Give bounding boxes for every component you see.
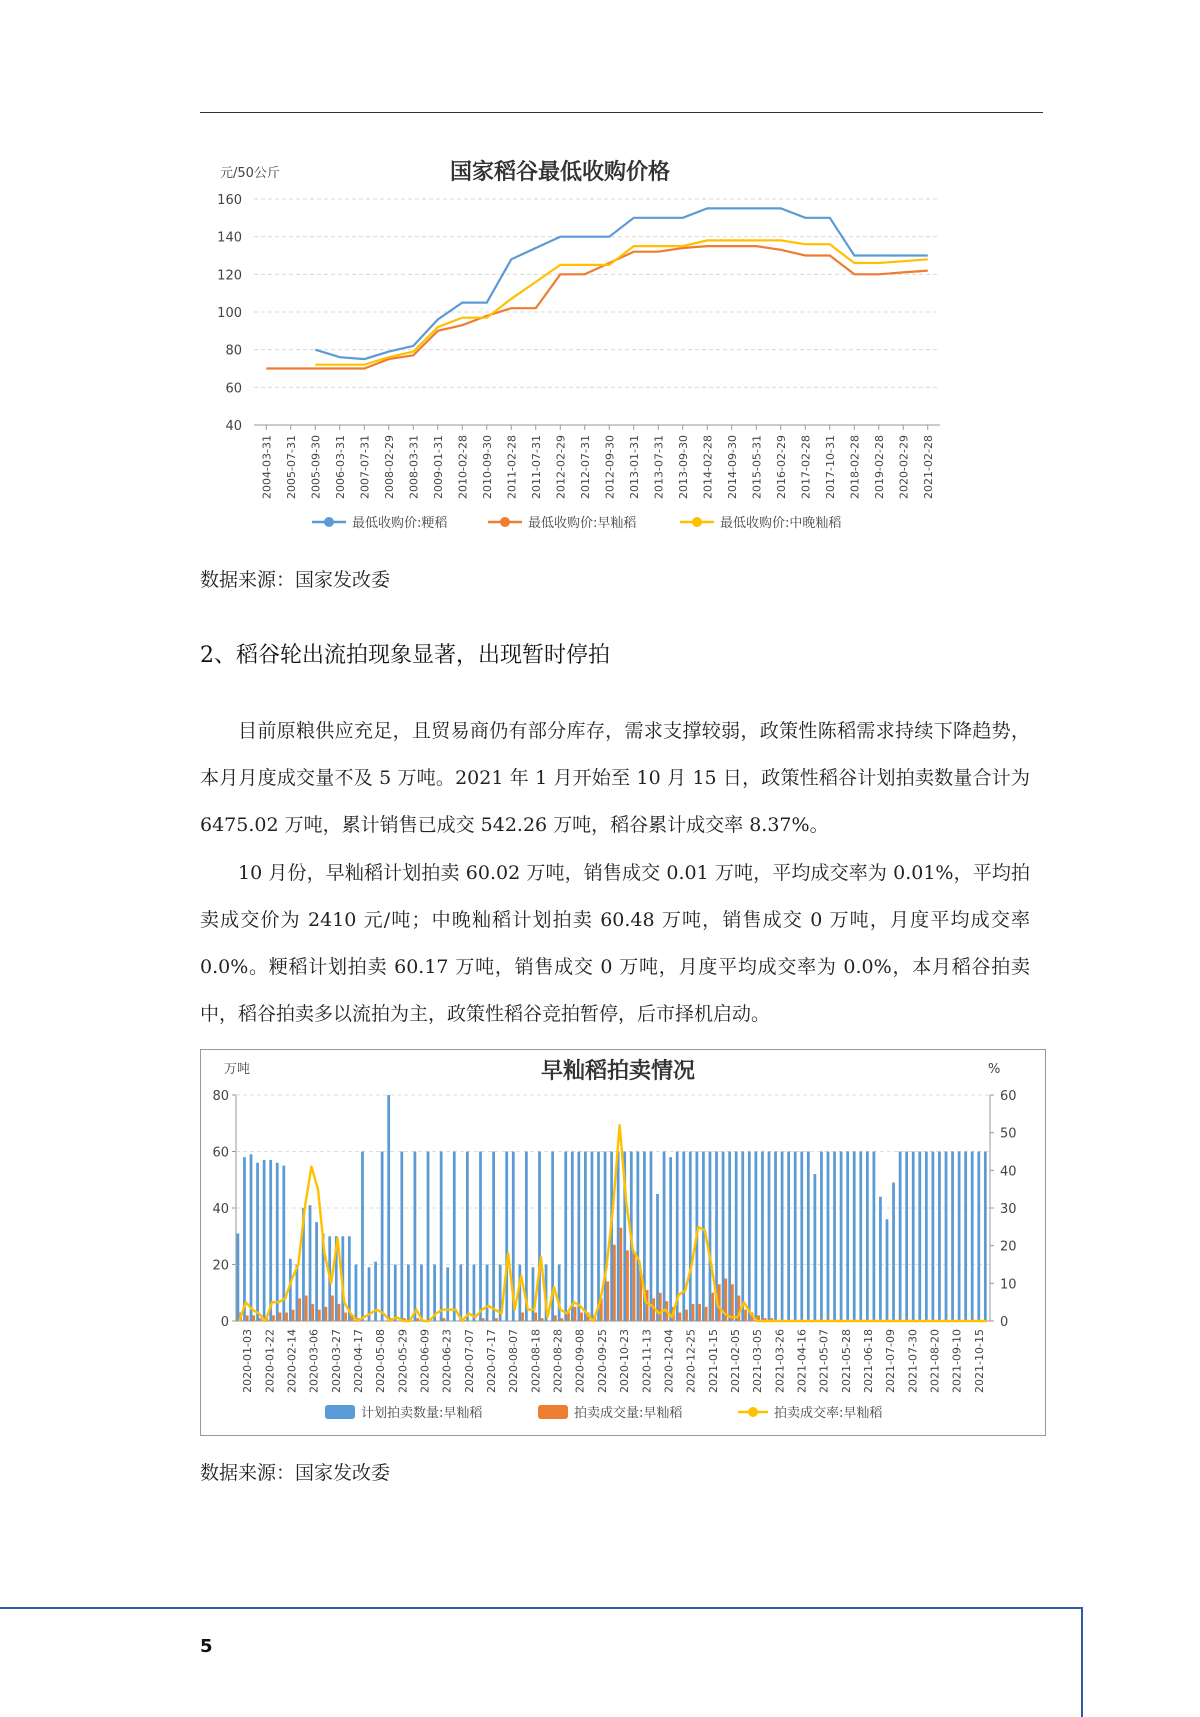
chart2-bar-planned <box>925 1152 928 1322</box>
chart2-legend-label: 拍卖成交率:早籼稻 <box>774 1406 883 1421</box>
chart2-legend-marker <box>748 1407 758 1417</box>
chart2-bar-deal <box>744 1310 747 1321</box>
min-purchase-price-chart <box>200 150 1050 545</box>
chart2-bar-planned <box>827 1152 830 1322</box>
chart2-x-tick-label: 2021-03-05 <box>751 1329 765 1393</box>
chart2-bar-deal <box>646 1290 649 1321</box>
early-indica-auction-chart <box>200 1049 1046 1436</box>
chart2-bar-planned <box>479 1152 482 1322</box>
chart2-bar-planned <box>243 1157 246 1321</box>
chart2-x-tick-label: 2021-07-30 <box>906 1329 920 1393</box>
chart1-x-tick-label: 2012-07-31 <box>578 435 592 499</box>
paragraph-1: 目前原粮供应充足，且贸易商仍有部分库存，需求支撑较弱，政策性陈稻需求持续下降趋势，本月月度成交量不及 5 万吨。2021 年 1 月开始至 10 月 15 日，政策性稻谷计划拍卖数量合计为 6475.02 万吨，累计销售已成交 542.26 万吨，稻谷累计成交率 8.37%。 <box>200 720 1030 836</box>
chart2-x-tick-label: 2020-08-18 <box>529 1329 543 1393</box>
chart2-bar-planned <box>912 1152 915 1322</box>
chart2-bar-planned <box>682 1152 685 1322</box>
chart2-bar-deal <box>246 1315 249 1321</box>
chart2-bar-planned <box>420 1265 423 1322</box>
chart2-bar-planned <box>945 1152 948 1322</box>
chart1-legend-label: 最低收购价:早籼稻 <box>528 516 637 531</box>
chart2-bar-deal <box>279 1313 282 1321</box>
chart2-bar-deal <box>298 1298 301 1321</box>
chart1-x-tick-label: 2015-05-31 <box>750 435 764 499</box>
chart2-bar-planned <box>505 1152 508 1322</box>
chart1-x-tick-label: 2013-09-30 <box>676 435 690 499</box>
chart2-bar-planned <box>689 1152 692 1322</box>
chart2-bar-deal <box>574 1307 577 1321</box>
chart2-bar-planned <box>728 1152 731 1322</box>
chart2-bar-deal <box>495 1318 498 1321</box>
chart2-bar-deal <box>554 1315 557 1321</box>
chart2-bar-planned <box>971 1152 974 1322</box>
chart2-x-tick-label: 2020-06-09 <box>418 1329 432 1393</box>
chart1-y-tick-label: 60 <box>225 381 242 397</box>
chart2-bar-planned <box>237 1233 240 1321</box>
chart2-bar-deal <box>705 1307 708 1321</box>
chart2-x-tick-label: 2021-08-20 <box>928 1329 942 1393</box>
chart2-y2-unit: % <box>988 1062 1001 1077</box>
chart2-bar-deal <box>344 1313 347 1321</box>
chart2-y-tick-label: 60 <box>212 1145 229 1161</box>
chart2-bar-deal <box>534 1313 537 1321</box>
chart1-legend-marker <box>692 517 702 527</box>
chart2-bar-deal <box>685 1310 688 1321</box>
chart2-bar-planned <box>466 1152 469 1322</box>
chart1-y-tick-label: 40 <box>225 419 242 434</box>
chart1-x-tick-label: 2011-02-28 <box>505 435 519 499</box>
data-source-1: 数据来源：国家发改委 <box>200 569 391 591</box>
chart2-bar-planned <box>820 1152 823 1322</box>
chart2-x-tick-label: 2021-06-18 <box>862 1329 876 1393</box>
chart2-bar-planned <box>774 1152 777 1322</box>
chart2-bar-planned <box>853 1152 856 1322</box>
chart2-bar-planned <box>722 1152 725 1322</box>
chart2-bar-planned <box>905 1152 908 1322</box>
chart1-y-tick-label: 140 <box>217 230 242 246</box>
chart2-bar-deal <box>606 1281 609 1321</box>
chart2-bar-planned <box>250 1154 253 1321</box>
chart2-bar-planned <box>473 1265 476 1322</box>
chart2-bar-planned <box>800 1152 803 1322</box>
chart1-x-tick-label: 2005-09-30 <box>309 435 323 499</box>
chart2-bar-planned <box>387 1095 390 1321</box>
chart2-bar-planned <box>873 1152 876 1322</box>
page-number: 5 <box>200 1636 213 1657</box>
chart2-x-tick-label: 2021-04-16 <box>795 1329 809 1393</box>
chart2-x-tick-label: 2021-05-28 <box>839 1329 853 1393</box>
chart2-bar-planned <box>538 1152 541 1322</box>
chart2-bar-deal <box>731 1284 734 1321</box>
chart1-x-tick-label: 2010-09-30 <box>480 435 494 499</box>
chart2-x-tick-label: 2020-05-29 <box>396 1329 410 1393</box>
chart2-bar-planned <box>440 1152 443 1322</box>
chart2-bar-planned <box>571 1152 574 1322</box>
chart2-bar-planned <box>735 1152 738 1322</box>
chart2-bar-planned <box>558 1265 561 1322</box>
section-heading: 2、稻谷轮出流拍现象显著，出现暂时停拍 <box>200 643 610 668</box>
chart2-bar-planned <box>859 1152 862 1322</box>
chart1-x-tick-label: 2013-07-31 <box>652 435 666 499</box>
chart1-legend-label: 最低收购价:中晚籼稻 <box>720 516 842 531</box>
chart1-x-tick-label: 2017-10-31 <box>823 435 837 499</box>
chart2-bar-planned <box>577 1152 580 1322</box>
chart1-x-tick-label: 2012-09-30 <box>603 435 617 499</box>
chart2-legend-swatch <box>538 1405 568 1419</box>
chart2-bar-planned <box>591 1152 594 1322</box>
chart2-bar-planned <box>394 1265 397 1322</box>
chart2-x-tick-label: 2020-08-28 <box>551 1329 565 1393</box>
chart2-bar-deal <box>659 1293 662 1321</box>
chart2-x-tick-label: 2020-06-23 <box>440 1329 454 1393</box>
chart1-x-tick-label: 2008-02-29 <box>382 435 396 499</box>
chart2-bar-deal <box>633 1253 636 1321</box>
paragraph-2: 10 月份，早籼稻计划拍卖 60.02 万吨，销售成交 0.01 万吨，平均成交率为 0.01%，平均拍卖成交价为 2410 元/吨；中晚籼稻计划拍卖 60.48 万吨，销售成交 0 万吨，月度平均成交率 0.0%。粳稻计划拍卖 60.17 万吨，销售成交 0 万吨，月度平均成交率为 0.0%，本月稻谷拍卖中，稻谷拍卖多以流拍为主，政策性稻谷竞拍暂停，后市择机启动。 <box>200 862 1030 1025</box>
chart2-bar-deal <box>285 1313 288 1321</box>
chart2-bar-deal <box>252 1315 255 1321</box>
chart1-x-tick-label: 2020-02-29 <box>897 435 911 499</box>
chart2-bar-planned <box>604 1152 607 1322</box>
chart1-x-tick-label: 2021-02-28 <box>921 435 935 499</box>
chart1-legend-label: 最低收购价:粳稻 <box>352 516 448 531</box>
chart1-x-tick-label: 2006-03-31 <box>333 435 347 499</box>
chart2-x-tick-label: 2021-01-15 <box>706 1329 720 1393</box>
chart2-bar-planned <box>741 1152 744 1322</box>
chart2-x-tick-label: 2020-10-23 <box>618 1329 632 1393</box>
data-source-2: 数据来源：国家发改委 <box>200 1462 391 1484</box>
chart1-x-tick-label: 2011-07-31 <box>529 435 543 499</box>
chart2-x-tick-label: 2021-09-10 <box>950 1329 964 1393</box>
chart2-x-tick-label: 2020-12-04 <box>662 1329 676 1393</box>
chart2-bar-planned <box>564 1152 567 1322</box>
chart2-bar-deal <box>626 1250 629 1321</box>
chart2-legend-label: 拍卖成交量:早籼稻 <box>574 1406 683 1421</box>
chart2-bar-deal <box>338 1304 341 1321</box>
chart1-x-tick-label: 2014-09-30 <box>725 435 739 499</box>
chart2-bar-deal <box>331 1296 334 1321</box>
chart2-bar-planned <box>669 1157 672 1321</box>
chart2-bar-deal <box>482 1318 485 1321</box>
chart2-bar-planned <box>407 1265 410 1322</box>
chart2-x-tick-label: 2020-07-07 <box>462 1329 476 1393</box>
chart2-x-tick-label: 2021-10-15 <box>972 1329 986 1393</box>
chart2-bar-planned <box>597 1152 600 1322</box>
chart1-y-tick-label: 160 <box>217 193 242 208</box>
chart2-bar-planned <box>768 1152 771 1322</box>
chart2-bar-deal <box>580 1313 583 1321</box>
chart2-bar-planned <box>459 1265 462 1322</box>
chart2-bar-deal <box>711 1293 714 1321</box>
chart1-x-tick-label: 2017-02-28 <box>799 435 813 499</box>
chart2-bar-deal <box>692 1304 695 1321</box>
chart1-x-tick-label: 2008-03-31 <box>407 435 421 499</box>
chart2-bar-planned <box>486 1265 489 1322</box>
chart2-bar-planned <box>899 1152 902 1322</box>
chart2-bar-deal <box>292 1310 295 1321</box>
chart2-bar-planned <box>977 1152 980 1322</box>
chart2-bar-planned <box>984 1152 987 1322</box>
chart2-x-tick-label: 2021-02-05 <box>728 1329 742 1393</box>
chart2-x-tick-label: 2020-01-22 <box>263 1329 277 1393</box>
chart1-x-tick-label: 2019-02-28 <box>872 435 886 499</box>
chart2-bar-planned <box>958 1152 961 1322</box>
chart2-bar-planned <box>918 1152 921 1322</box>
chart2-x-tick-label: 2020-09-08 <box>573 1329 587 1393</box>
chart2-bar-planned <box>761 1152 764 1322</box>
chart1-x-tick-label: 2010-02-28 <box>456 435 470 499</box>
chart1-y-unit: 元/50公斤 <box>220 166 280 181</box>
chart2-bar-deal <box>311 1304 314 1321</box>
chart2-y2-tick-label: 10 <box>1000 1277 1017 1293</box>
chart2-bar-planned <box>355 1265 358 1322</box>
chart2-bar-deal <box>318 1310 321 1321</box>
chart2-bar-planned <box>414 1152 417 1322</box>
chart2-x-tick-label: 2020-04-17 <box>351 1329 365 1393</box>
chart2-bar-deal <box>521 1313 524 1321</box>
chart1-x-tick-label: 2005-07-31 <box>284 435 298 499</box>
chart2-bar-planned <box>617 1152 620 1322</box>
chart2-bar-planned <box>256 1163 259 1321</box>
chart2-bar-planned <box>748 1152 751 1322</box>
chart2-bar-planned <box>964 1152 967 1322</box>
chart2-bar-planned <box>938 1152 941 1322</box>
chart1-x-tick-label: 2004-03-31 <box>260 435 274 499</box>
chart2-bar-planned <box>663 1152 666 1322</box>
chart1-x-tick-label: 2007-07-31 <box>358 435 372 499</box>
chart2-bar-planned <box>400 1152 403 1322</box>
chart2-bar-planned <box>702 1152 705 1322</box>
chart2-y-tick-label: 20 <box>212 1258 229 1274</box>
chart2-bar-planned <box>309 1205 312 1321</box>
chart2-bar-planned <box>656 1194 659 1321</box>
chart2-bar-planned <box>427 1152 430 1322</box>
chart2-bar-deal <box>679 1313 682 1321</box>
chart2-bar-planned <box>263 1160 266 1321</box>
chart2-bar-deal <box>698 1304 701 1321</box>
chart1-x-tick-label: 2013-01-31 <box>627 435 641 499</box>
chart2-bar-deal <box>272 1315 275 1321</box>
chart2-bar-planned <box>584 1152 587 1322</box>
chart1-y-tick-label: 80 <box>225 343 242 359</box>
chart2-bar-planned <box>879 1197 882 1321</box>
chart2-x-tick-label: 2020-08-07 <box>507 1329 521 1393</box>
chart2-y2-tick-label: 40 <box>1000 1164 1017 1180</box>
chart2-bar-planned <box>361 1152 364 1322</box>
chart2-bar-planned <box>892 1183 895 1321</box>
chart2-bar-deal <box>541 1318 544 1321</box>
chart2-legend-label: 计划拍卖数量:早籼稻 <box>361 1406 483 1421</box>
chart2-x-tick-label: 2020-01-03 <box>241 1329 255 1393</box>
chart2-bar-deal <box>443 1318 446 1321</box>
chart2-y2-tick-label: 50 <box>1000 1126 1017 1142</box>
chart2-y2-tick-label: 0 <box>1000 1315 1009 1330</box>
chart2-bar-deal <box>259 1318 262 1321</box>
chart1-x-tick-label: 2012-02-29 <box>554 435 568 499</box>
chart2-bar-planned <box>781 1152 784 1322</box>
chart2-x-tick-label: 2021-03-26 <box>773 1329 787 1393</box>
chart2-bar-planned <box>650 1152 653 1322</box>
chart1-y-tick-label: 120 <box>217 268 242 284</box>
chart2-y-tick-label: 80 <box>212 1089 229 1104</box>
chart2-bar-planned <box>807 1152 810 1322</box>
chart2-x-tick-label: 2020-11-13 <box>640 1329 654 1393</box>
chart2-bar-deal <box>305 1296 308 1321</box>
chart1-x-tick-label: 2009-01-31 <box>431 435 445 499</box>
chart2-y2-tick-label: 30 <box>1000 1202 1017 1217</box>
chart2-bar-planned <box>814 1174 817 1321</box>
chart2-y-tick-label: 40 <box>212 1202 229 1217</box>
chart1-title: 国家稻谷最低收购价格 <box>449 160 671 185</box>
chart2-bar-planned <box>276 1163 279 1321</box>
chart2-title: 早籼稻拍卖情况 <box>540 1059 696 1084</box>
chart2-bar-deal <box>613 1245 616 1321</box>
chart2-bar-planned <box>532 1267 535 1321</box>
chart2-bar-deal <box>416 1318 419 1321</box>
chart2-y-tick-label: 0 <box>220 1315 229 1330</box>
chart2-x-tick-label: 2020-12-25 <box>684 1329 698 1393</box>
chart1-series-line-0 <box>315 208 928 359</box>
chart2-bar-planned <box>833 1152 836 1322</box>
chart2-bar-planned <box>636 1152 639 1322</box>
chart2-y2-tick-label: 60 <box>1000 1089 1017 1104</box>
chart1-x-tick-label: 2016-02-29 <box>774 435 788 499</box>
chart2-bar-planned <box>840 1152 843 1322</box>
chart2-bar-planned <box>315 1222 318 1321</box>
chart2-bar-planned <box>296 1265 299 1322</box>
chart2-bar-planned <box>951 1152 954 1322</box>
chart2-bar-planned <box>453 1152 456 1322</box>
chart1-legend-marker <box>500 517 510 527</box>
chart1-x-tick-label: 2018-02-28 <box>848 435 862 499</box>
chart2-bar-planned <box>932 1152 935 1322</box>
chart2-bar-planned <box>446 1267 449 1321</box>
chart1-x-tick-label: 2014-02-28 <box>701 435 715 499</box>
chart2-y-unit: 万吨 <box>224 1062 251 1077</box>
chart2-x-tick-label: 2020-05-08 <box>374 1329 388 1393</box>
chart2-legend-swatch <box>325 1405 355 1419</box>
chart2-bar-planned <box>787 1152 790 1322</box>
chart2-x-tick-label: 2020-07-17 <box>485 1329 499 1393</box>
chart2-x-tick-label: 2020-03-06 <box>307 1329 321 1393</box>
chart2-x-tick-label: 2021-05-07 <box>817 1329 831 1393</box>
chart2-bar-planned <box>269 1160 272 1321</box>
chart2-bar-deal <box>620 1228 623 1321</box>
chart2-bar-planned <box>886 1219 889 1321</box>
chart2-bar-planned <box>381 1152 384 1322</box>
chart2-bar-planned <box>754 1152 757 1322</box>
chart2-x-tick-label: 2020-02-14 <box>285 1329 299 1393</box>
top-rule <box>200 112 1043 113</box>
chart1-y-tick-label: 100 <box>217 306 242 321</box>
chart1-legend-marker <box>324 517 334 527</box>
chart2-bar-planned <box>709 1152 712 1322</box>
footer-frame <box>0 1607 1083 1717</box>
chart2-bar-planned <box>846 1152 849 1322</box>
chart2-bar-deal <box>561 1318 564 1321</box>
chart2-bar-deal <box>325 1307 328 1321</box>
chart2-y2-tick-label: 20 <box>1000 1239 1017 1255</box>
chart2-bar-planned <box>794 1152 797 1322</box>
chart2-bar-planned <box>866 1152 869 1322</box>
chart2-x-tick-label: 2020-03-27 <box>329 1329 343 1393</box>
chart2-x-tick-label: 2021-07-09 <box>884 1329 898 1393</box>
chart2-x-tick-label: 2020-09-25 <box>595 1329 609 1393</box>
chart2-bar-planned <box>492 1152 495 1322</box>
